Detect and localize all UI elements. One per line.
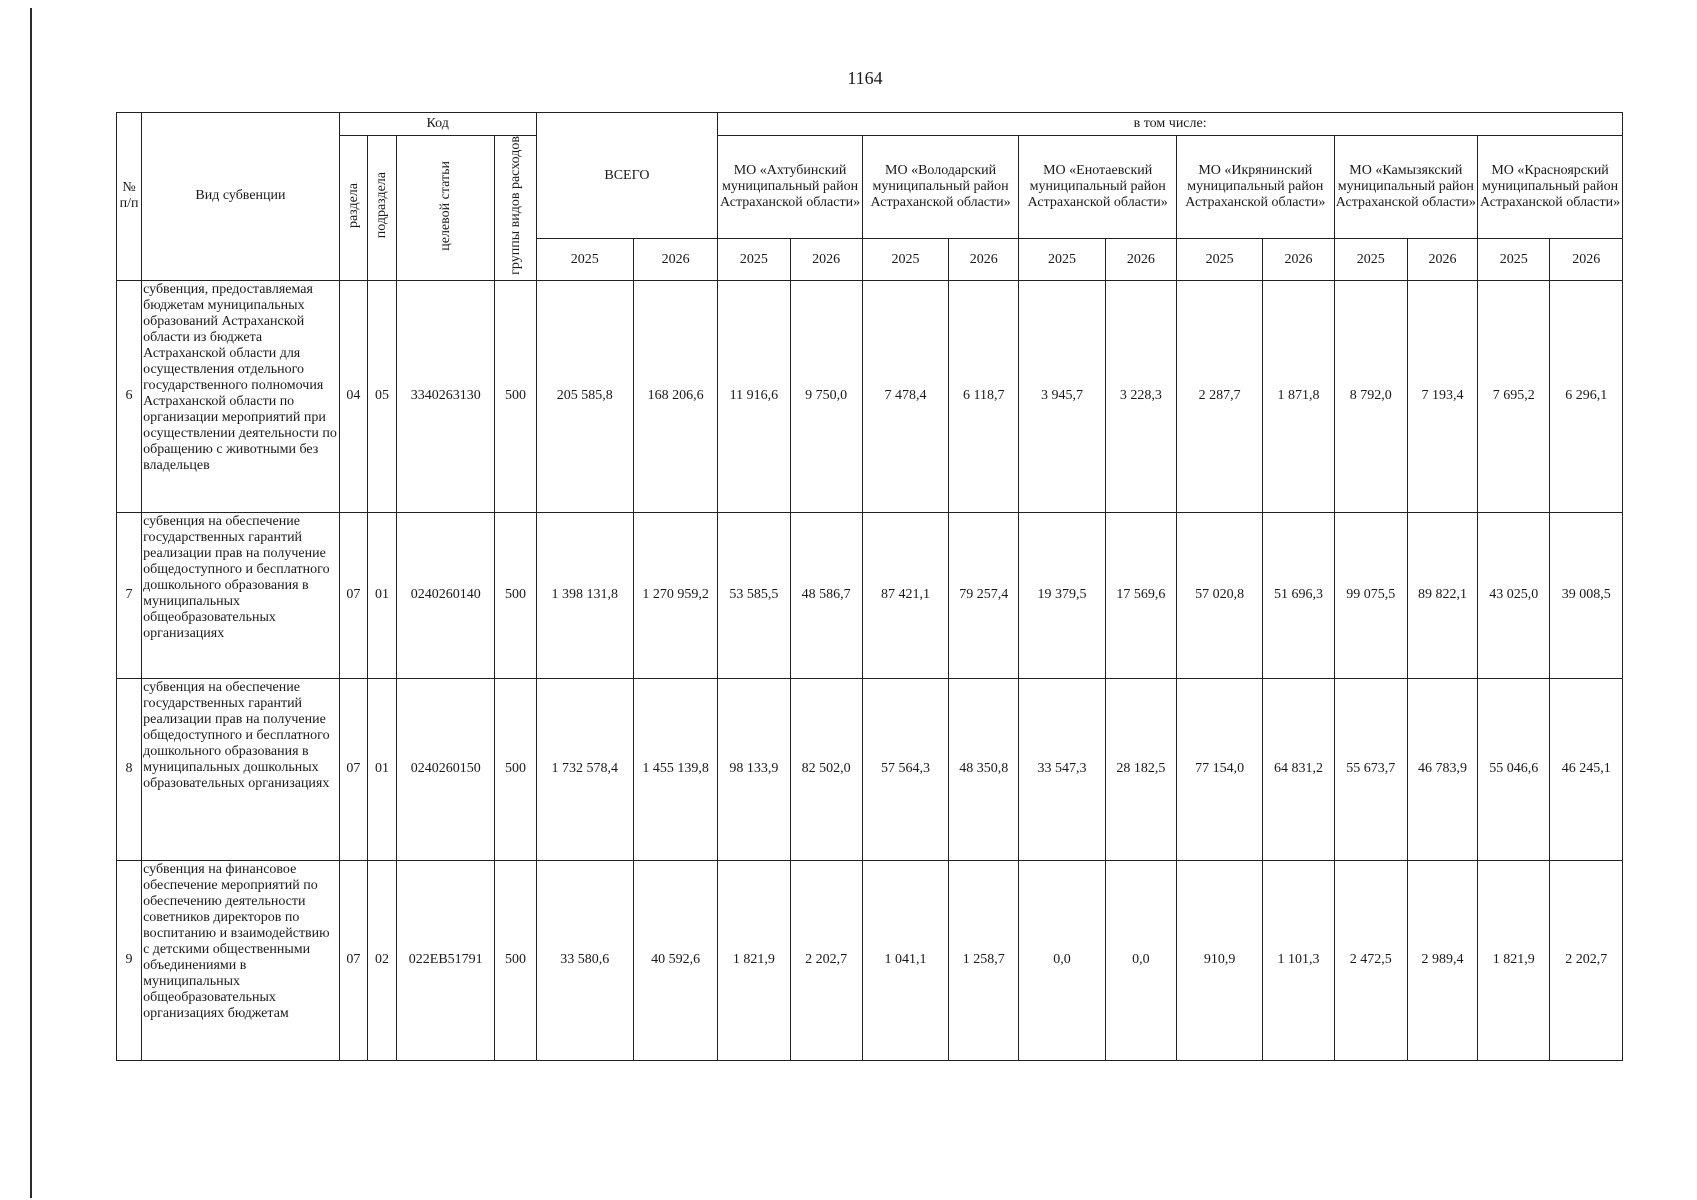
row-section: 04	[339, 280, 367, 512]
value-cell: 0,0	[1105, 860, 1176, 1060]
value-cell: 11 916,6	[718, 280, 790, 512]
page-number: 1164	[847, 68, 883, 88]
value-cell: 1 258,7	[949, 860, 1019, 1060]
value-cell: 168 206,6	[633, 280, 717, 512]
value-cell: 28 182,5	[1105, 678, 1176, 860]
row-description: субвенция на обеспечение государственных гарантий реализации прав на получение общедоступного и бесплатного дошкольного образования в муниципальных дошкольных образовательных организациях	[142, 678, 340, 860]
year-cell: 2026	[790, 239, 862, 281]
value-cell: 2 472,5	[1334, 860, 1407, 1060]
row-target: 022ЕВ51791	[397, 860, 495, 1060]
row-group: 500	[495, 860, 536, 1060]
value-cell: 1 270 959,2	[633, 512, 717, 678]
value-cell: 57 020,8	[1176, 512, 1262, 678]
header-including: в том числе:	[718, 113, 1623, 136]
header-subvention-type: Вид субвенции	[142, 113, 340, 281]
table-row	[117, 678, 1623, 860]
row-subsection: 05	[367, 280, 396, 512]
row-target: 0240260150	[397, 678, 495, 860]
year-cell: 2026	[949, 239, 1019, 281]
header-mo-ikryaninsky: МО «Икрянинский муниципальный район Астраханской области»	[1176, 136, 1334, 239]
header-expense-group: группы видов расходов	[508, 136, 523, 275]
year-cell: 2025	[1176, 239, 1262, 281]
value-cell: 46 783,9	[1407, 678, 1477, 860]
value-cell: 3 945,7	[1019, 280, 1105, 512]
row-description: субвенция на обеспечение государственных гарантий реализации прав на получение общедоступного и бесплатного дошкольного образования в муниципальных общеобразовательных организациях	[142, 512, 340, 678]
value-cell: 910,9	[1176, 860, 1262, 1060]
row-number: 6	[117, 280, 142, 512]
value-cell: 7 193,4	[1407, 280, 1477, 512]
year-cell: 2026	[1105, 239, 1176, 281]
value-cell: 205 585,8	[536, 280, 633, 512]
year-cell: 2025	[718, 239, 790, 281]
value-cell: 55 673,7	[1334, 678, 1407, 860]
row-subsection: 01	[367, 512, 396, 678]
value-cell: 53 585,5	[718, 512, 790, 678]
year-cell: 2026	[1550, 239, 1623, 281]
value-cell: 2 989,4	[1407, 860, 1477, 1060]
value-cell: 0,0	[1019, 860, 1105, 1060]
value-cell: 1 732 578,4	[536, 678, 633, 860]
value-cell: 82 502,0	[790, 678, 862, 860]
value-cell: 99 075,5	[1334, 512, 1407, 678]
value-cell: 1 821,9	[1478, 860, 1550, 1060]
value-cell: 3 228,3	[1105, 280, 1176, 512]
subvention-table	[116, 112, 1623, 1061]
year-cell: 2025	[536, 239, 633, 281]
table-row	[117, 860, 1623, 1060]
value-cell: 1 455 139,8	[633, 678, 717, 860]
value-cell: 64 831,2	[1263, 678, 1334, 860]
row-target: 3340263130	[397, 280, 495, 512]
row-number: 9	[117, 860, 142, 1060]
row-section: 07	[339, 512, 367, 678]
value-cell: 1 041,1	[862, 860, 948, 1060]
year-cell: 2026	[1407, 239, 1477, 281]
value-cell: 8 792,0	[1334, 280, 1407, 512]
row-group: 500	[495, 678, 536, 860]
header-mo-volodarsky: МО «Володарский муниципальный район Астраханской области»	[862, 136, 1019, 239]
row-section: 07	[339, 678, 367, 860]
header-section-cell	[339, 136, 367, 281]
header-group-cell	[495, 136, 536, 281]
value-cell: 6 296,1	[1550, 280, 1623, 512]
value-cell: 43 025,0	[1478, 512, 1550, 678]
year-cell: 2026	[633, 239, 717, 281]
value-cell: 87 421,1	[862, 512, 948, 678]
value-cell: 1 101,3	[1263, 860, 1334, 1060]
value-cell: 33 580,6	[536, 860, 633, 1060]
header-target-cell	[397, 136, 495, 281]
value-cell: 55 046,6	[1478, 678, 1550, 860]
row-number: 8	[117, 678, 142, 860]
row-number: 7	[117, 512, 142, 678]
value-cell: 40 592,6	[633, 860, 717, 1060]
year-cell: 2026	[1263, 239, 1334, 281]
value-cell: 1 821,9	[718, 860, 790, 1060]
value-cell: 33 547,3	[1019, 678, 1105, 860]
value-cell: 79 257,4	[949, 512, 1019, 678]
year-cell: 2025	[1478, 239, 1550, 281]
header-total: ВСЕГО	[536, 113, 718, 239]
value-cell: 48 350,8	[949, 678, 1019, 860]
value-cell: 57 564,3	[862, 678, 948, 860]
value-cell: 39 008,5	[1550, 512, 1623, 678]
year-cell: 2025	[1334, 239, 1407, 281]
row-description: субвенция на финансовое обеспечение мероприятий по обеспечению деятельности советников директоров по воспитанию и взаимодействию с детскими общественными объединениями в муниципальных общеобразовательных организациях бюджетам	[142, 860, 340, 1060]
row-subsection: 02	[367, 860, 396, 1060]
row-group: 500	[495, 512, 536, 678]
table-row	[117, 512, 1623, 678]
value-cell: 89 822,1	[1407, 512, 1477, 678]
year-cell: 2025	[862, 239, 948, 281]
row-section: 07	[339, 860, 367, 1060]
value-cell: 9 750,0	[790, 280, 862, 512]
header-subsection-cell	[367, 136, 396, 281]
value-cell: 46 245,1	[1550, 678, 1623, 860]
header-mo-krasnoyarsky: МО «Красноярский муниципальный район Астраханской области»	[1478, 136, 1623, 239]
header-target-item: целевой статьи	[438, 160, 454, 251]
row-group: 500	[495, 280, 536, 512]
value-cell: 1 871,8	[1263, 280, 1334, 512]
value-cell: 98 133,9	[718, 678, 790, 860]
page-margin-line	[30, 8, 32, 1198]
row-target: 0240260140	[397, 512, 495, 678]
value-cell: 19 379,5	[1019, 512, 1105, 678]
table-row	[117, 280, 1623, 512]
value-cell: 77 154,0	[1176, 678, 1262, 860]
value-cell: 7 695,2	[1478, 280, 1550, 512]
value-cell: 2 202,7	[790, 860, 862, 1060]
value-cell: 7 478,4	[862, 280, 948, 512]
row-subsection: 01	[367, 678, 396, 860]
value-cell: 51 696,3	[1263, 512, 1334, 678]
header-mo-kamyzyaksky: МО «Камызякский муниципальный район Астраханской области»	[1334, 136, 1478, 239]
value-cell: 17 569,6	[1105, 512, 1176, 678]
row-description: субвенция, предоставляемая бюджетам муниципальных образований Астраханской области из бюджета Астраханской области для осуществления отдельного государственного полномочия Астраханской области по организации мероприятий при осуществлении деятельности по обращению с животными без владельцев	[142, 280, 340, 512]
value-cell: 48 586,7	[790, 512, 862, 678]
value-cell: 2 202,7	[1550, 860, 1623, 1060]
header-mo-enotaevsky: МО «Енотаевский муниципальный район Астраханской области»	[1019, 136, 1177, 239]
value-cell: 1 398 131,8	[536, 512, 633, 678]
header-num: № п/п	[117, 113, 142, 281]
header-subsection: подраздела	[374, 172, 390, 239]
year-cell: 2025	[1019, 239, 1105, 281]
value-cell: 6 118,7	[949, 280, 1019, 512]
header-mo-akhtubinsky: МО «Ахтубинский муниципальный район Астраханской области»	[718, 136, 863, 239]
header-section: раздела	[345, 182, 361, 228]
header-code: Код	[339, 113, 536, 136]
value-cell: 2 287,7	[1176, 280, 1262, 512]
